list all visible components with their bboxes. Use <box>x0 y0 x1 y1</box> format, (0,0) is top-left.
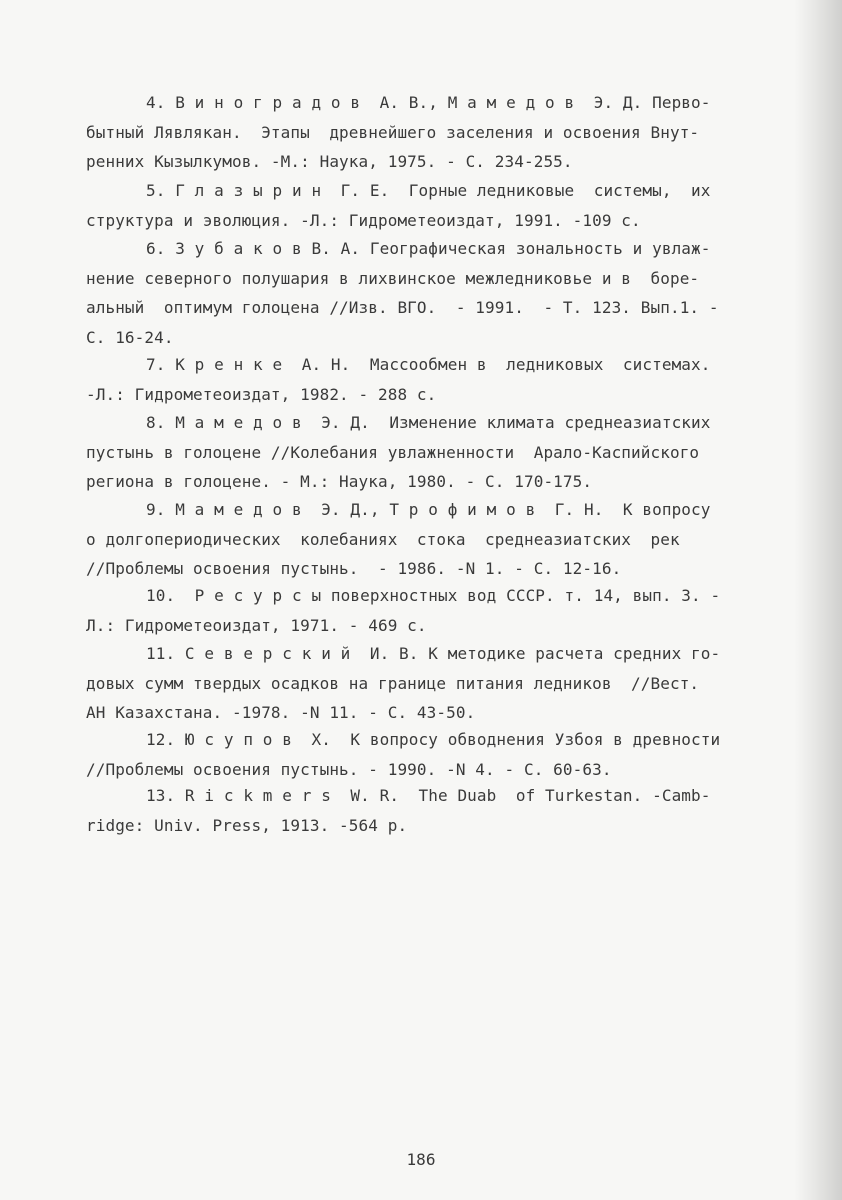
reference-line: 4. В и н о г р а д о в А. В., М а м е д о в Э. Д. Перво- <box>146 93 711 112</box>
reference-line: 11. С е в е р с к и й И. В. К методике расчета средних го- <box>146 644 721 663</box>
reference-line: альный оптимум голоцена //Изв. ВГО. - 1991. - Т. 123. Вып.1. - <box>86 298 719 317</box>
reference-line: 5. Г л а з ы р и н Г. Е. Горные ледниковые системы, их <box>146 181 711 200</box>
reference-entry-7 <box>86 350 808 409</box>
reference-line: 6. З у б а к о в В. А. Географическая зональность и увлаж- <box>146 239 711 258</box>
reference-line: структура и эволюция. -Л.: Гидрометеоиздат, 1991. -109 с. <box>86 210 641 230</box>
reference-entry-5 <box>86 176 808 235</box>
reference-entry-12 <box>86 725 808 784</box>
reference-line: региона в голоцене. - М.: Наука, 1980. - С. 170-175. <box>86 472 593 491</box>
reference-line: -Л.: Гидрометеоиздат, 1982. - 288 с. <box>86 384 437 404</box>
reference-line: ridge: Univ. Press, 1913. -564 p. <box>86 815 408 835</box>
reference-entry-13 <box>86 781 808 840</box>
reference-entry-4 <box>86 88 808 177</box>
reference-line: 9. М а м е д о в Э. Д., Т р о ф и м о в Г. Н. К вопросу <box>146 500 711 519</box>
reference-line: бытный Лявлякан. Этапы древнейшего заселения и освоения Внут- <box>86 122 700 142</box>
reference-entry-8 <box>86 408 808 497</box>
reference-line: 13. R i c k m e r s W. R. The Duab of Turkestan. -Camb- <box>146 786 711 805</box>
reference-line: о долгопериодических колебаниях стока среднеазиатских рек <box>86 529 680 549</box>
reference-line: 8. М а м е д о в Э. Д. Изменение климата среднеазиатских <box>146 413 711 432</box>
reference-entry-10 <box>86 581 808 640</box>
reference-entry-11 <box>86 639 808 728</box>
reference-line: довых сумм твердых осадков на границе питания ледников //Вест. <box>86 673 700 693</box>
reference-line: 7. К р е н к е А. Н. Массообмен в ледниковых системах. <box>146 355 711 374</box>
reference-line: //Проблемы освоения пустынь. - 1990. -N 4. - С. 60-63. <box>86 759 612 779</box>
reference-line: С. 16-24. <box>86 327 174 347</box>
reference-entry-9 <box>86 495 808 584</box>
page-number: 186 <box>406 1150 436 1169</box>
reference-line: ренних Кызылкумов. -М.: Наука, 1975. - С. 234-255. <box>86 152 573 171</box>
reference-entry-6 <box>86 234 808 352</box>
reference-line: АН Казахстана. -1978. -N 11. - С. 43-50. <box>86 703 476 722</box>
reference-line: нение северного полушария в лихвинское межледниковье и в боре- <box>86 268 700 288</box>
reference-line: //Проблемы освоения пустынь. - 1986. -N 1. - С. 12-16. <box>86 559 622 578</box>
reference-line: 10. Р е с у р с ы поверхностных вод СССР. т. 14, вып. 3. - <box>146 586 721 605</box>
reference-line: пустынь в голоцене //Колебания увлажненности Арало-Каспийского <box>86 442 700 462</box>
reference-line: 12. Ю с у п о в Х. К вопросу обводнения Узбоя в древности <box>146 730 721 749</box>
reference-line: Л.: Гидрометеоиздат, 1971. - 469 с. <box>86 615 427 635</box>
